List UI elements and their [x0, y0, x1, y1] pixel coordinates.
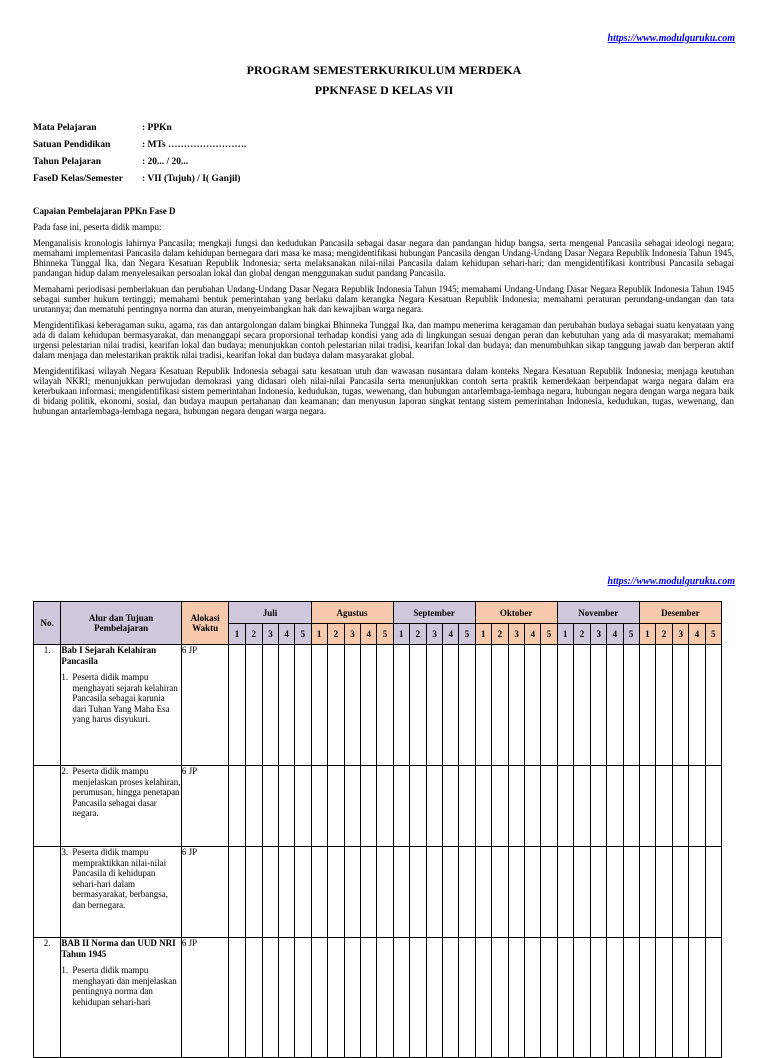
- week-cell[interactable]: [229, 938, 245, 1058]
- week-cell[interactable]: [509, 847, 525, 938]
- week-cell[interactable]: [673, 938, 689, 1058]
- week-cell[interactable]: [279, 766, 295, 847]
- week-cell[interactable]: [673, 847, 689, 938]
- objective-item: [61, 672, 181, 725]
- week-cell[interactable]: [509, 766, 525, 847]
- objective-item: [61, 965, 181, 1007]
- week-cell[interactable]: [295, 938, 311, 1058]
- table-row: [34, 645, 722, 766]
- week-cell[interactable]: [475, 847, 491, 938]
- week-header: 4: [279, 624, 295, 645]
- alur-cell: [61, 847, 182, 938]
- info-value: : PPKn: [142, 123, 172, 133]
- week-header: 1: [557, 624, 573, 645]
- week-header: 4: [689, 624, 705, 645]
- week-cell[interactable]: [459, 645, 475, 766]
- week-cell[interactable]: [623, 766, 639, 847]
- week-cell[interactable]: [591, 645, 607, 766]
- objective-item: [61, 766, 181, 819]
- month-header: Oktober: [475, 602, 557, 624]
- week-cell[interactable]: [311, 766, 327, 847]
- week-cell[interactable]: [327, 938, 344, 1058]
- week-cell[interactable]: [327, 766, 344, 847]
- week-header: 3: [344, 624, 360, 645]
- objective-number: 1.: [61, 672, 69, 682]
- table-row: [34, 847, 722, 938]
- week-cell[interactable]: [344, 645, 360, 766]
- capaian-paragraph: Mengidentifikasi keberagaman suku, agama, ras dan antargolongan dalam bingkai Bhinneka Tunggal Ika, dan mampu menerima keragaman dan perubahan budaya sebagai suatu kenyataan yang ada di dalam kehidupan bermasyarakat, dan menanggapi secara proporsional terhadap kondisi yang ada di lingkungan sesuai dengan peran dan kebutuhan yang ada di masyarakat; memahami urgensi pelestarian nilai tradisi, kearifan lokal dan budaya; menunjukkan contoh pelestarian nilai tradisi, kearifan lokal dan budaya; dan menumbuhkan sikap tanggung jawab dan berperan aktif dalam menjaga dan melestarikan praktik nilai tradisi, kearifan lokal dan budaya dalam masyarakat global.: [33, 320, 734, 360]
- week-cell[interactable]: [705, 766, 721, 847]
- week-cell[interactable]: [393, 645, 409, 766]
- header-alur: Alur dan Tujuan Pembelajaran: [61, 602, 182, 645]
- week-header: 5: [459, 624, 475, 645]
- week-header: 1: [229, 624, 245, 645]
- week-cell[interactable]: [427, 766, 443, 847]
- week-cell[interactable]: [393, 766, 409, 847]
- week-cell[interactable]: [262, 645, 278, 766]
- alur-cell: [61, 766, 182, 847]
- week-cell[interactable]: [705, 847, 721, 938]
- capaian-paragraph: Menganalisis kronologis lahirnya Pancasila; mengkaji fungsi dan kedudukan Pancasila sebagai dasar negara dan pandangan hidup bangsa, serta mengenal Pancasila sebagai ideologi negara; memahami implementasi Pancasila dalam kehidupan bernegara dari masa ke masa; mengidentifikasi hubungan Pancasila dengan Undang-Undang Dasar Negara Republik Indonesia Tahun 1945, Bhinneka Tunggal Ika, dan Negara Kesatuan Republik Indonesia; serta melaksanakan nilai-nilai Pancasila dalam kehidupan sehari-hari; dan mengidentifikasi kontribusi Pancasila sebagai pandangan hidup dalam menyelesaikan persoalan lokal dan global dengan menggunakan sudut pandang Pancasila.: [33, 238, 734, 278]
- week-header: 3: [427, 624, 443, 645]
- week-cell[interactable]: [409, 847, 426, 938]
- week-cell[interactable]: [409, 645, 426, 766]
- week-cell[interactable]: [607, 847, 623, 938]
- week-cell[interactable]: [245, 645, 262, 766]
- info-value: : 20... / 20...: [142, 157, 189, 167]
- week-header: 5: [377, 624, 393, 645]
- week-cell[interactable]: [623, 847, 639, 938]
- week-cell[interactable]: [229, 847, 245, 938]
- objective-number: 2.: [61, 766, 69, 776]
- week-cell[interactable]: [327, 847, 344, 938]
- week-header: 1: [311, 624, 327, 645]
- week-cell[interactable]: [689, 938, 705, 1058]
- week-cell[interactable]: [557, 766, 573, 847]
- week-cell[interactable]: [311, 938, 327, 1058]
- info-row: [33, 154, 246, 171]
- week-cell[interactable]: [443, 645, 459, 766]
- week-cell[interactable]: [427, 645, 443, 766]
- week-cell[interactable]: [525, 938, 541, 1058]
- info-row: [33, 137, 246, 154]
- week-cell[interactable]: [623, 938, 639, 1058]
- capaian-paragraph: Memahami periodisasi pemberlakuan dan perubahan Undang-Undang Dasar Negara Republik Indonesia Tahun 1945; memahami Undang-Undang Dasar Negara Republik Indonesia Tahun 1945 sebagai sumber hukum tertinggi; memahami bentuk pemerintahan yang berlaku dalam kerangka Negara Kesatuan Republik Indonesia; memahami peraturan perundang-undangan dan tata urutannya; dan mematuhi pentingnya norma dan aturan, menyeimbangkan hak dan kewajiban warga negara.: [33, 284, 734, 314]
- week-cell[interactable]: [573, 766, 590, 847]
- week-cell[interactable]: [344, 938, 360, 1058]
- week-cell[interactable]: [491, 766, 508, 847]
- month-header: November: [557, 602, 639, 624]
- info-label: FaseD Kelas/Semester: [33, 174, 123, 184]
- week-cell[interactable]: [509, 645, 525, 766]
- week-cell[interactable]: [393, 847, 409, 938]
- info-value: : VII (Tujuh) / I( Ganjil): [142, 174, 241, 184]
- week-cell[interactable]: [443, 938, 459, 1058]
- week-header: 3: [509, 624, 525, 645]
- capaian-title: Capaian Pembelajaran PPKn Fase D: [33, 206, 176, 216]
- week-cell[interactable]: [573, 938, 590, 1058]
- week-header: 2: [245, 624, 262, 645]
- alokasi-waktu: 6 JP: [181, 645, 229, 766]
- week-cell[interactable]: [639, 645, 655, 766]
- alur-cell: [61, 645, 182, 766]
- week-cell[interactable]: [655, 847, 672, 938]
- week-cell[interactable]: [491, 847, 508, 938]
- capaian-paragraph: Mengidentifikasi wilayah Negara Kesatuan Republik Indonesia sebagai satu kesatuan utuh dan wawasan nusantara dalam konteks Negara Kesatuan Republik Indonesia; menjaga keutuhan wilayah NKRI; menunjukkan perwujudan demokrasi yang didasari oleh nilai-nilai Pancasila serta menunjukkan contoh serta praktik kemerdekaan berpendapat warga negara dalam era keterbukaan informasi; mengidentifikasi sistem pemerintahan Indonesia, kedudukan, tugas, wewenang, dan hubungan antarlembaga-lembaga negara, hubungan negara dengan warga negara baik di bidang politik, ekonomi, sosial, dan budaya maupun pertahanan dan keamanan; dan menyusun laporan singkat tentang sistem pemerintahan Indonesia, kedudukan, tugas, wewenang, dan hubungan antarlembaga-lembaga negara, hubungan negara dengan warga negara.: [33, 366, 734, 416]
- info-label: Satuan Pendidikan: [33, 140, 111, 150]
- header-alokasi: Alokasi Waktu: [181, 602, 229, 645]
- week-header: 3: [673, 624, 689, 645]
- week-cell[interactable]: [295, 847, 311, 938]
- week-cell[interactable]: [279, 938, 295, 1058]
- info-label: Mata Pelajaran: [33, 123, 97, 133]
- week-cell[interactable]: [491, 645, 508, 766]
- week-cell[interactable]: [607, 766, 623, 847]
- week-cell[interactable]: [673, 766, 689, 847]
- month-header-row: [34, 602, 722, 624]
- week-header: 5: [623, 624, 639, 645]
- week-cell[interactable]: [673, 645, 689, 766]
- week-cell[interactable]: [557, 847, 573, 938]
- week-cell[interactable]: [344, 766, 360, 847]
- info-block: [33, 120, 246, 188]
- week-cell[interactable]: [295, 766, 311, 847]
- month-header: September: [393, 602, 475, 624]
- objective-number: 1.: [61, 965, 69, 975]
- week-cell[interactable]: [377, 645, 393, 766]
- week-header: 4: [443, 624, 459, 645]
- week-cell[interactable]: [591, 938, 607, 1058]
- week-header: 2: [327, 624, 344, 645]
- table-row: [34, 766, 722, 847]
- week-header: 4: [361, 624, 377, 645]
- info-row: [33, 171, 246, 188]
- week-header: 1: [475, 624, 491, 645]
- week-cell[interactable]: [443, 766, 459, 847]
- week-cell[interactable]: [311, 645, 327, 766]
- week-cell[interactable]: [327, 645, 344, 766]
- alur-cell: [61, 938, 182, 1058]
- week-cell[interactable]: [509, 938, 525, 1058]
- week-cell[interactable]: [705, 645, 721, 766]
- alokasi-waktu: 6 JP: [181, 938, 229, 1058]
- week-cell[interactable]: [229, 766, 245, 847]
- week-cell[interactable]: [655, 645, 672, 766]
- week-cell[interactable]: [639, 938, 655, 1058]
- week-cell[interactable]: [525, 847, 541, 938]
- week-header: 4: [525, 624, 541, 645]
- week-cell[interactable]: [591, 847, 607, 938]
- table-body: [34, 645, 722, 1058]
- week-cell[interactable]: [557, 938, 573, 1058]
- objective-number: 3.: [61, 847, 69, 857]
- week-cell[interactable]: [607, 938, 623, 1058]
- objective-item: [61, 847, 181, 910]
- week-cell[interactable]: [279, 645, 295, 766]
- week-cell[interactable]: [361, 938, 377, 1058]
- alokasi-waktu: 6 JP: [181, 766, 229, 847]
- week-header: 3: [262, 624, 278, 645]
- week-cell[interactable]: [655, 766, 672, 847]
- program-semester-table: [33, 601, 722, 1058]
- week-cell[interactable]: [459, 847, 475, 938]
- week-cell[interactable]: [541, 847, 557, 938]
- week-cell[interactable]: [689, 847, 705, 938]
- week-header: 5: [705, 624, 721, 645]
- week-cell[interactable]: [377, 847, 393, 938]
- week-cell[interactable]: [639, 847, 655, 938]
- week-cell[interactable]: [229, 645, 245, 766]
- week-cell[interactable]: [393, 938, 409, 1058]
- week-cell[interactable]: [245, 847, 262, 938]
- week-header: 2: [409, 624, 426, 645]
- row-number: [34, 766, 61, 847]
- week-cell[interactable]: [409, 938, 426, 1058]
- capaian-intro: Pada fase ini, peserta didik mampu:: [33, 222, 162, 232]
- table-row: [34, 938, 722, 1058]
- week-cell[interactable]: [344, 847, 360, 938]
- week-header: 5: [295, 624, 311, 645]
- week-cell[interactable]: [525, 766, 541, 847]
- week-cell[interactable]: [491, 938, 508, 1058]
- header-no: No.: [34, 602, 61, 645]
- week-cell[interactable]: [459, 938, 475, 1058]
- week-header: 3: [591, 624, 607, 645]
- capaian-section: [33, 206, 734, 422]
- website-link-top[interactable]: https://www.modulguruku.com: [607, 33, 735, 44]
- week-cell[interactable]: [475, 645, 491, 766]
- week-cell[interactable]: [557, 645, 573, 766]
- week-cell[interactable]: [361, 645, 377, 766]
- website-link-bottom[interactable]: https://www.modulguruku.com: [607, 576, 735, 587]
- info-row: [33, 120, 246, 137]
- week-cell[interactable]: [245, 938, 262, 1058]
- row-number: 2.: [34, 938, 61, 1058]
- document-title: PROGRAM SEMESTERKURIKULUM MERDEKA: [246, 63, 522, 77]
- week-header: 2: [491, 624, 508, 645]
- week-header: 5: [541, 624, 557, 645]
- week-cell[interactable]: [689, 645, 705, 766]
- week-cell[interactable]: [689, 766, 705, 847]
- week-cell[interactable]: [377, 938, 393, 1058]
- week-cell[interactable]: [279, 847, 295, 938]
- objective-text: Peserta didik mampu menghayati sejarah kelahiran Pancasila sebagai karunia dari Tuhan Yang Maha Esa yang harus disyukuri.: [72, 672, 178, 724]
- week-cell[interactable]: [427, 938, 443, 1058]
- week-cell[interactable]: [361, 847, 377, 938]
- week-cell[interactable]: [459, 766, 475, 847]
- week-cell[interactable]: [705, 938, 721, 1058]
- week-header: 2: [573, 624, 590, 645]
- info-value: : MTs …………………….: [142, 140, 247, 150]
- month-header: Juli: [229, 602, 311, 624]
- month-header: Agustus: [311, 602, 393, 624]
- objective-text: Peserta didik mampu menghayati dan menjelaskan pentingnya norma dan kehidupan sehari-hari: [72, 965, 177, 1007]
- week-cell[interactable]: [541, 766, 557, 847]
- month-header: Desember: [639, 602, 721, 624]
- week-cell[interactable]: [655, 938, 672, 1058]
- week-cell[interactable]: [591, 766, 607, 847]
- bab-title: BAB II Norma dan UUD NRI Tahun 1945: [61, 938, 176, 959]
- week-cell[interactable]: [262, 938, 278, 1058]
- week-header: 2: [655, 624, 672, 645]
- week-cell[interactable]: [377, 766, 393, 847]
- week-cell[interactable]: [573, 645, 590, 766]
- document-subtitle: PPKNFASE D KELAS VII: [314, 83, 454, 97]
- week-cell[interactable]: [573, 847, 590, 938]
- week-cell[interactable]: [262, 766, 278, 847]
- week-cell[interactable]: [427, 847, 443, 938]
- week-cell[interactable]: [541, 938, 557, 1058]
- week-cell[interactable]: [409, 766, 426, 847]
- week-cell[interactable]: [295, 645, 311, 766]
- week-cell[interactable]: [639, 766, 655, 847]
- objective-text: Peserta didik mampu menjelaskan proses kelahiran, perumusan, hingga penetapan Pancasila sebagai dasar negara.: [72, 766, 181, 818]
- week-header: 1: [639, 624, 655, 645]
- week-cell[interactable]: [475, 938, 491, 1058]
- week-cell[interactable]: [245, 766, 262, 847]
- week-cell[interactable]: [361, 766, 377, 847]
- week-header: 1: [393, 624, 409, 645]
- week-header: 4: [607, 624, 623, 645]
- week-cell[interactable]: [525, 645, 541, 766]
- week-cell[interactable]: [607, 645, 623, 766]
- week-cell[interactable]: [475, 766, 491, 847]
- bab-title: Bab I Sejarah Kelahiran Pancasila: [61, 645, 157, 666]
- week-cell[interactable]: [623, 645, 639, 766]
- row-number: [34, 847, 61, 938]
- row-number: 1.: [34, 645, 61, 766]
- alokasi-waktu: 6 JP: [181, 847, 229, 938]
- week-cell[interactable]: [311, 847, 327, 938]
- week-cell[interactable]: [443, 847, 459, 938]
- info-label: Tahun Pelajaran: [33, 157, 102, 167]
- objective-text: Peserta didik mampu mempraktikkan nilai-nilai Pancasila di kehidupan sehari-hari dalam bermasyarakat, berbangsa, dan bernegara.: [72, 847, 169, 910]
- week-cell[interactable]: [541, 645, 557, 766]
- week-cell[interactable]: [262, 847, 278, 938]
